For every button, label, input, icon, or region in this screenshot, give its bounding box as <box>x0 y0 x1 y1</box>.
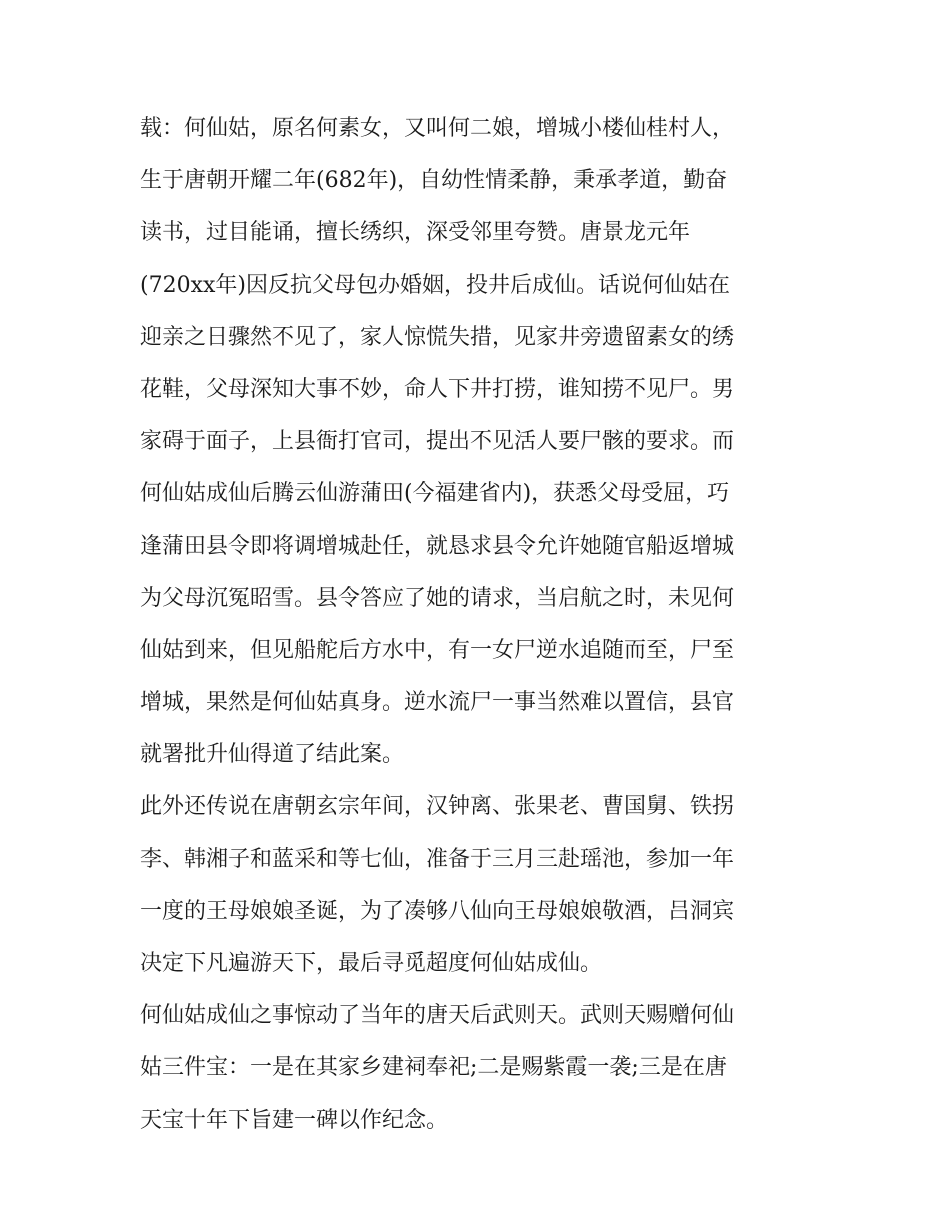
text-line: 载：何仙姑，原名何素女，又叫何二娘，增城小楼仙桂村人， <box>140 116 735 141</box>
paragraph-legend-origin <box>140 103 820 781</box>
text-line: 就署批升仙得道了结此案。 <box>140 742 405 768</box>
text-line: 仙姑到来，但见船舵后方水中，有一女尸逆水追随而至，尸至 <box>140 637 735 663</box>
text-line: 迎亲之日骤然不见了，家人惊慌失措，见家井旁遗留素女的绣 <box>140 324 735 350</box>
text-line: 何仙姑成仙后腾云仙游蒲田(今福建省内)，获悉父母受屈，巧 <box>140 481 730 507</box>
text-line: 为父母沉冤昭雪。县令答应了她的请求，当启航之时，未见何 <box>140 585 735 611</box>
text-line: 何仙姑成仙之事惊动了当年的唐天后武则天。武则天赐赠何仙 <box>140 1003 735 1029</box>
text-line: 增城，果然是何仙姑真身。逆水流尸一事当然难以置信，县官 <box>140 690 735 716</box>
paragraph-wu-zetian <box>140 990 820 1147</box>
text-line: 决定下凡遍游天下，最后寻觅超度何仙姑成仙。 <box>140 951 603 976</box>
paragraph-eight-immortals <box>140 781 820 990</box>
text-line: 姑三件宝：一是在其家乡建祠奉祀;二是赐紫霞一袭;三是在唐 <box>140 1055 727 1081</box>
text-line: 花鞋，父母深知大事不妙，命人下井打捞，谁知捞不见尸。男 <box>140 376 735 402</box>
text-line: 天宝十年下旨建一碑以作纪念。 <box>140 1107 449 1133</box>
document-page <box>140 103 820 1147</box>
text-line: (720xx年)因反抗父母包办婚姻，投井后成仙。话说何仙姑在 <box>140 272 730 298</box>
text-line: 家碍于面子，上县衙打官司，提出不见活人要尸骸的要求。而 <box>140 429 735 455</box>
text-line: 逢蒲田县令即将调增城赴任，就恳求县令允许她随官船返增城 <box>140 533 735 559</box>
text-line: 读书，过目能诵，擅长绣织，深受邻里夸赞。唐景龙元年 <box>140 220 691 246</box>
text-line: 生于唐朝开耀二年(682年)，自幼性情柔静，秉承孝道，勤奋 <box>140 168 728 194</box>
text-line: 此外还传说在唐朝玄宗年间，汉钟离、张果老、曹国舅、铁拐 <box>140 794 735 820</box>
text-line: 李、韩湘子和蓝采和等七仙，准备于三月三赴瑶池，参加一年 <box>140 846 735 872</box>
text-line: 一度的王母娘娘圣诞，为了凑够八仙向王母娘娘敬酒，吕洞宾 <box>140 898 735 924</box>
